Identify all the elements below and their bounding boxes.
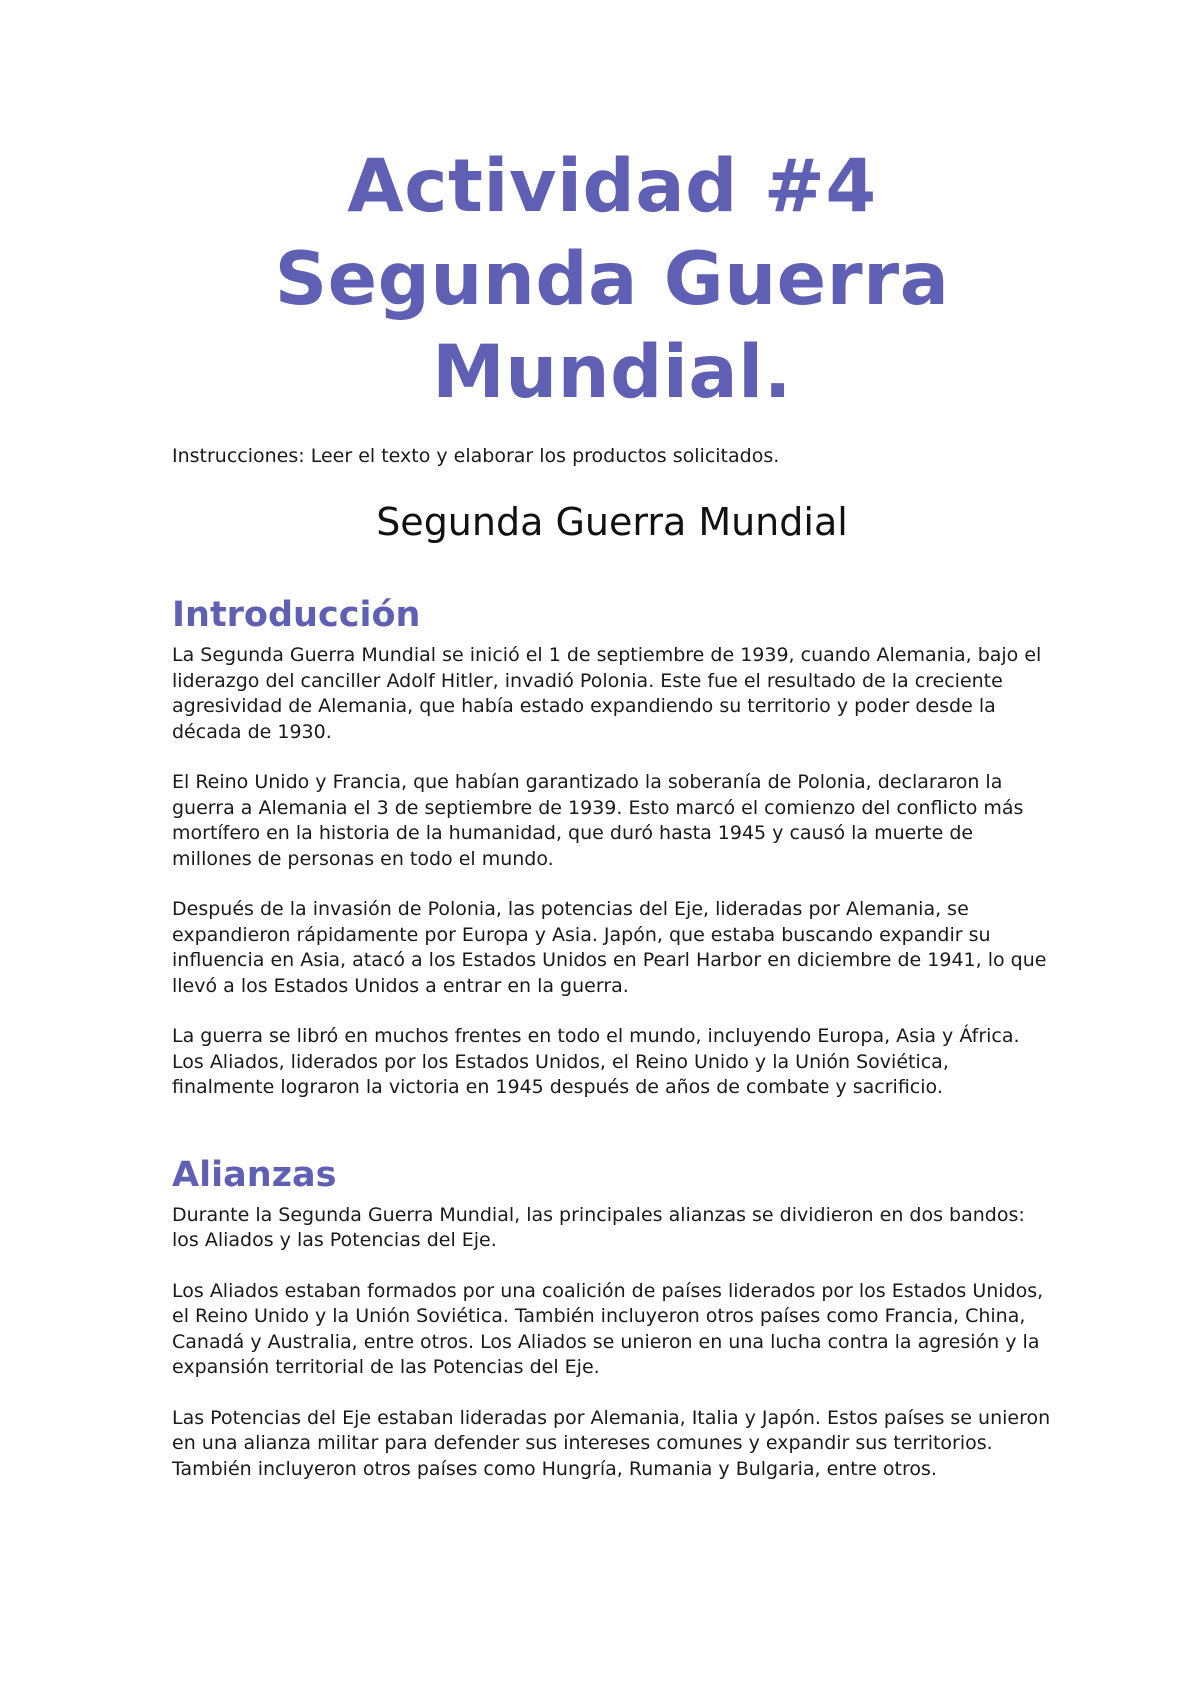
- paragraph: La Segunda Guerra Mundial se inició el 1 de septiembre de 1939, cuando Alemania, bajo el liderazgo del canciller Adolf Hitler, invadió Polonia. Este fue el resultado de la creciente agresividad de Alemania, que había estado expandiendo su territorio y poder desde la década de 1930.: [172, 644, 1042, 743]
- section-introduccion: [172, 593, 1052, 1101]
- paragraph: El Reino Unido y Francia, que habían garantizado la soberanía de Polonia, declararon la guerra a Alemania el 3 de septiembre de 1939. Esto marcó el comienzo del conflicto más mortífero en la historia de la humanidad, que duró hasta 1945 y causó la muerte de millones de personas en todo el mundo.: [172, 771, 1024, 870]
- section-heading-introduccion: Introducción: [172, 595, 421, 635]
- title-line-2: Segunda Guerra: [274, 237, 950, 322]
- title-line-3: Mundial.: [432, 330, 792, 415]
- paragraph: Los Aliados estaban formados por una coalición de países liderados por los Estados Unidos, el Reino Unido y la Unión Soviética. También incluyeron otros países como Francia, China, Canadá y Australia, entre otros. Los Aliados se unieron en una lucha contra la agresión y la expansión territorial de las Potencias del Eje.: [172, 1279, 1044, 1378]
- document-page: [172, 140, 1052, 1482]
- paragraph: La guerra se libró en muchos frentes en todo el mundo, incluyendo Europa, Asia y África. Los Aliados, liderados por los Estados Unidos, el Reino Unido y la Unión Soviética, finalmente lograron la victoria en 1945 después de años de combate y sacrificio.: [172, 1025, 1020, 1098]
- paragraph: Durante la Segunda Guerra Mundial, las principales alianzas se dividieron en dos bandos: los Aliados y las Potencias del Eje.: [172, 1203, 1025, 1251]
- paragraph: Las Potencias del Eje estaban lideradas por Alemania, Italia y Japón. Estos países se unieron en una alianza militar para defender sus intereses comunes y expandir sus territorios. También incluyeron otros países como Hungría, Rumania y Bulgaria, entre otros.: [172, 1406, 1051, 1480]
- section-alianzas: [172, 1153, 1052, 1483]
- section-heading-alianzas: Alianzas: [172, 1154, 337, 1195]
- instructions-text: Instrucciones: Leer el texto y elaborar los productos solicitados.: [172, 445, 780, 467]
- title-line-1: Actividad #4: [347, 144, 877, 229]
- paragraph: Después de la invasión de Polonia, las potencias del Eje, lideradas por Alemania, se expandieron rápidamente por Europa y Asia. Japón, que estaba buscando expandir su influencia en Asia, atacó a los Estados Unidos en Pearl Harbor en diciembre de 1941, lo que llevó a los Estados Unidos a entrar en la guerra.: [172, 898, 1047, 997]
- document-subtitle: Segunda Guerra Mundial: [376, 500, 848, 544]
- document-title: [172, 140, 1052, 419]
